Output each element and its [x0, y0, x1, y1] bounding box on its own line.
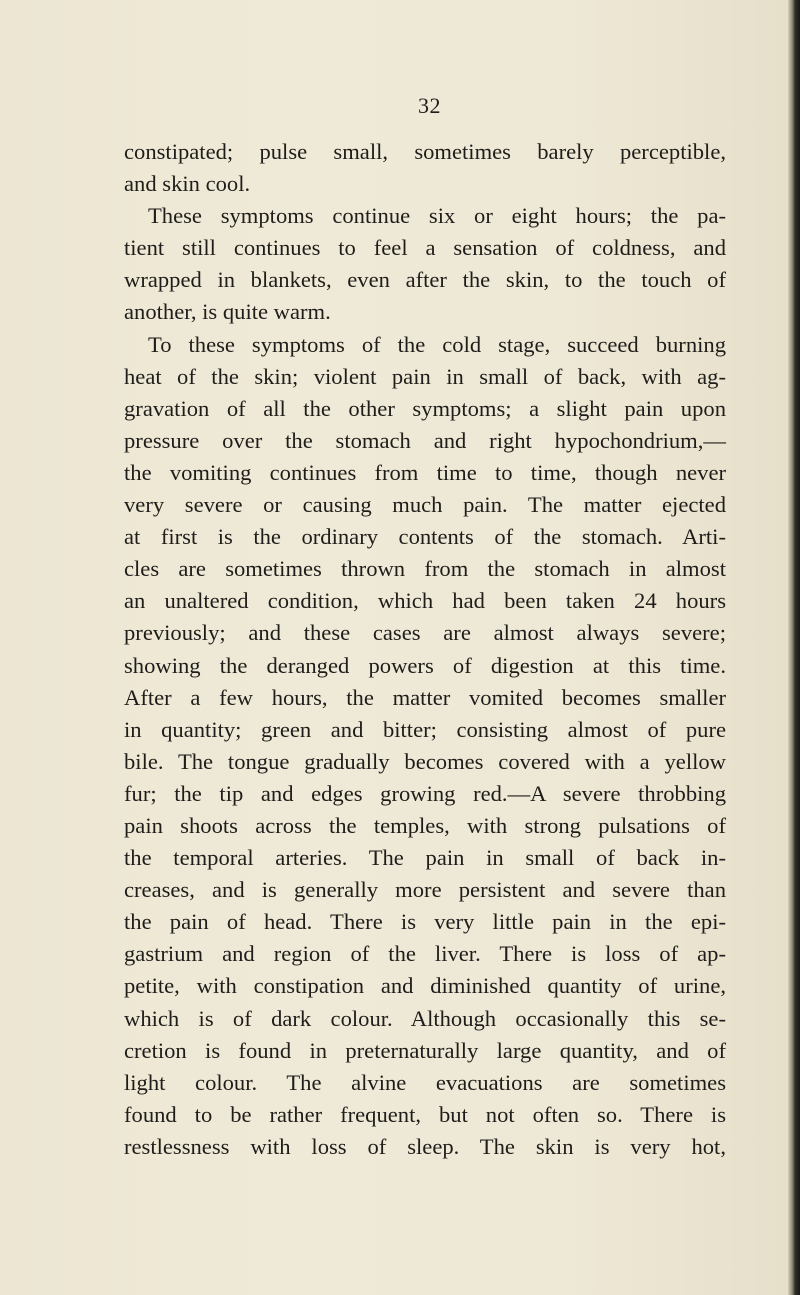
text-line: at first is the ordinary contents of the stomach. Arti-	[124, 524, 726, 550]
text-line: pain shoots across the temples, with strong pulsations of	[124, 812, 726, 838]
text-line: an unaltered condition, which had been taken 24 hours	[124, 588, 726, 614]
text-line: the temporal arteries. The pain in small of back in-	[124, 845, 726, 871]
text-line: and skin cool.	[124, 171, 251, 197]
text-line: light colour. The alvine evacuations are sometimes	[124, 1069, 726, 1095]
text-line: To these symptoms of the cold stage, succeed burning	[148, 331, 726, 357]
text-line: cles are sometimes thrown from the stomach in almost	[124, 556, 726, 582]
text-line: bile. The tongue gradually becomes covered with a yellow	[124, 748, 726, 774]
text-line: fur; the tip and edges growing red.—A severe throbbing	[124, 780, 726, 806]
text-line: restlessness with loss of sleep. The skin is very hot,	[124, 1133, 726, 1159]
text-line: another, is quite warm.	[124, 299, 331, 325]
text-line: in quantity; green and bitter; consisting almost of pure	[124, 716, 726, 742]
text-line: wrapped in blankets, even after the skin, to the touch of	[124, 267, 726, 293]
text-line: petite, with constipation and diminished quantity of urine,	[124, 973, 726, 999]
text-line: creases, and is generally more persistent and severe than	[124, 877, 726, 903]
text-line: heat of the skin; violent pain in small of back, with ag-	[124, 363, 726, 389]
text-line: tient still continues to feel a sensation of coldness, and	[124, 235, 726, 261]
text-line: the vomiting continues from time to time, though never	[124, 459, 726, 485]
text-line: found to be rather frequent, but not often so. There is	[124, 1101, 726, 1127]
page-number: 32	[418, 93, 441, 118]
text-line: previously; and these cases are almost always severe;	[124, 620, 726, 646]
text-line: cretion is found in preternaturally large quantity, and of	[124, 1037, 726, 1063]
text-line: These symptoms continue six or eight hours; the pa-	[148, 203, 726, 229]
text-line: pressure over the stomach and right hypochondrium,—	[124, 427, 726, 453]
text-line: After a few hours, the matter vomited becomes smaller	[124, 684, 726, 710]
text-line: which is of dark colour. Although occasionally this se-	[124, 1005, 726, 1031]
text-line: constipated; pulse small, sometimes barely perceptible,	[124, 139, 726, 164]
text-line: showing the deranged powers of digestion at this time.	[124, 652, 726, 678]
text-line: gravation of all the other symptoms; a slight pain upon	[124, 395, 726, 421]
page-edge-shadow	[788, 0, 800, 1295]
body-text	[124, 136, 726, 1163]
text-line: gastrium and region of the liver. There is loss of ap-	[124, 941, 726, 967]
text-line: very severe or causing much pain. The matter ejected	[124, 492, 726, 518]
text-line: the pain of head. There is very little pain in the epi-	[124, 909, 726, 935]
